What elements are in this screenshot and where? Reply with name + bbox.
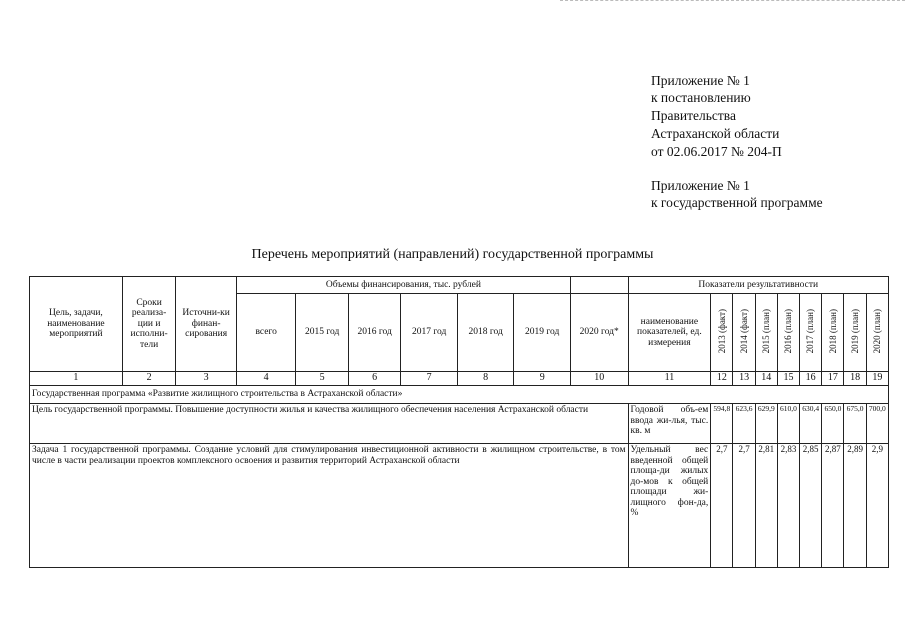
header-ind-year: 2014 (факт) (733, 294, 755, 372)
header-ind-year: 2016 (план) (777, 294, 799, 372)
appendix-line-2: к постановлению (651, 90, 751, 105)
col-number: 11 (628, 372, 711, 386)
appendix-date-number: от 02.06.2017 № 204-П (651, 144, 782, 159)
task-value: 2,7 (733, 444, 755, 568)
header-2019: 2019 год (514, 294, 571, 372)
header-2017: 2017 год (401, 294, 458, 372)
goal-value: 650,0 (822, 404, 844, 444)
task-value: 2,81 (755, 444, 777, 568)
scan-edge-line (560, 0, 905, 5)
header-ind-year: 2018 (план) (822, 294, 844, 372)
col-number: 3 (176, 372, 237, 386)
col-number: 12 (711, 372, 733, 386)
col-number: 17 (822, 372, 844, 386)
col-number: 10 (570, 372, 628, 386)
header-ind-year: 2019 (план) (844, 294, 866, 372)
header-ind-year: 2015 (план) (755, 294, 777, 372)
header-indicator-name: наименование показателей, ед. измерения (628, 294, 711, 372)
goal-value: 630,4 (800, 404, 822, 444)
header-sources: Источни-ки финан-сирования (176, 277, 237, 372)
program-row: Государственная программа «Развитие жилищного строительства в Астраханской области» (30, 386, 889, 404)
appendix-line-1: Приложение № 1 (651, 73, 750, 88)
header-terms: Сроки реализа-ции и исполни-тели (122, 277, 175, 372)
task-value: 2,89 (844, 444, 866, 568)
header-2016: 2016 год (348, 294, 400, 372)
col-number: 18 (844, 372, 866, 386)
task-value: 2,7 (711, 444, 733, 568)
col-number: 4 (236, 372, 296, 386)
col-number: 8 (457, 372, 514, 386)
col-number: 13 (733, 372, 755, 386)
appendix-line-7: к государственной программе (651, 195, 823, 210)
goal-row-indicator: Годовой объ-ем ввода жи-лья, тыс. кв. м (628, 404, 711, 444)
appendix-line-3: Правительства (651, 108, 736, 123)
goal-value: 623,6 (733, 404, 755, 444)
page-title: Перечень мероприятий (направлений) государственной программы (251, 247, 654, 262)
task-row-text: Задача 1 государственной программы. Создание условий для стимулирования инвестиционной активности в жилищном строительстве, в том числе в части реализации проектов комплексного освоения и развития территорий Астраханской области (30, 444, 629, 568)
task-value: 2,87 (822, 444, 844, 568)
task-value: 2,85 (800, 444, 822, 568)
col-number: 5 (296, 372, 348, 386)
header-total: всего (236, 294, 296, 372)
goal-value: 594,8 (711, 404, 733, 444)
header-goal: Цель, задачи, наименование мероприятий (30, 277, 123, 372)
header-2020: 2020 год* (570, 294, 628, 372)
task-value: 2,9 (866, 444, 888, 568)
header-funding-blank (570, 277, 628, 294)
measures-table (29, 276, 889, 568)
goal-value: 700,0 (866, 404, 888, 444)
appendix-line-4: Астраханской области (651, 126, 780, 141)
col-number: 16 (800, 372, 822, 386)
task-value: 2,83 (777, 444, 799, 568)
header-ind-year: 2020 (план) (866, 294, 888, 372)
col-number: 19 (866, 372, 888, 386)
header-2015: 2015 год (296, 294, 348, 372)
col-number: 14 (755, 372, 777, 386)
col-number: 9 (514, 372, 571, 386)
header-ind-year: 2017 (план) (800, 294, 822, 372)
col-number: 2 (122, 372, 175, 386)
header-2018: 2018 год (457, 294, 514, 372)
col-number: 7 (401, 372, 458, 386)
appendix-line-6: Приложение № 1 (651, 178, 750, 193)
header-indicators-group: Показатели результативности (628, 277, 889, 294)
goal-value: 629,9 (755, 404, 777, 444)
col-number: 15 (777, 372, 799, 386)
task-row-indicator: Удельный вес введенной общей площа-ди жилых до-мов к общей площади жи-лищного фон-да, % (628, 444, 711, 568)
goal-row-text: Цель государственной программы. Повышение доступности жилья и качества жилищного обеспечения населения Астраханской области (30, 404, 629, 444)
goal-value: 675,0 (844, 404, 866, 444)
col-number: 1 (30, 372, 123, 386)
header-funding-group: Объемы финансирования, тыс. рублей (236, 277, 570, 294)
header-ind-year: 2013 (факт) (711, 294, 733, 372)
col-number: 6 (348, 372, 400, 386)
goal-value: 610,0 (777, 404, 799, 444)
